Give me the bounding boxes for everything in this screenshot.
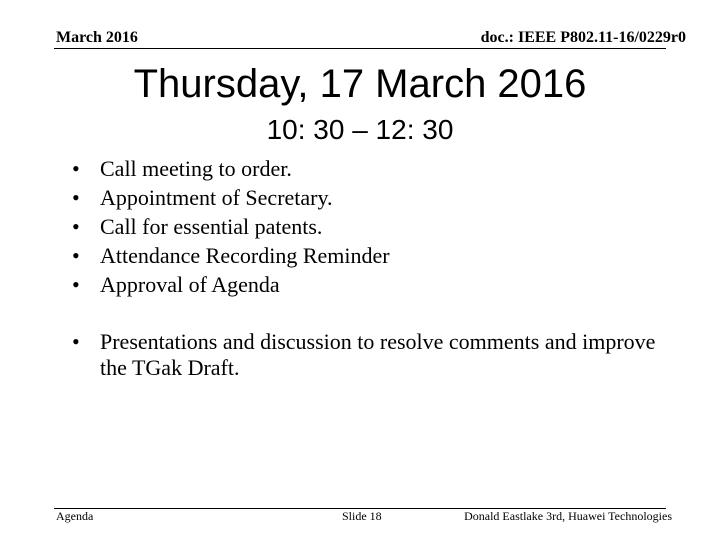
agenda-item-text: Call meeting to order. xyxy=(100,156,292,181)
agenda-item-text: Presentations and discussion to resolve comments and improve the TGak Draft. xyxy=(100,329,656,380)
header-divider xyxy=(54,48,666,49)
agenda-item-text: Appointment of Secretary. xyxy=(100,185,333,210)
agenda-item-text: Approval of Agenda xyxy=(100,272,280,297)
agenda-list-secondary xyxy=(72,329,672,381)
agenda-list xyxy=(72,154,672,299)
bullet-icon: • xyxy=(72,329,80,354)
agenda-item xyxy=(72,212,672,241)
footer-author: Donald Eastlake 3rd, Huawei Technologies xyxy=(464,509,672,523)
agenda-item xyxy=(72,329,672,381)
slide-number: Slide 18 xyxy=(342,509,382,523)
agenda-item xyxy=(72,183,672,212)
agenda-item-text: Call for essential patents. xyxy=(100,214,323,239)
bullet-icon: • xyxy=(72,272,80,297)
footer-label: Agenda xyxy=(56,509,94,523)
header-doc-id: doc.: IEEE P802.11-16/0229r0 xyxy=(480,29,686,46)
agenda-item-text: Attendance Recording Reminder xyxy=(100,243,390,268)
header-date: March 2016 xyxy=(56,29,138,46)
bullet-icon: • xyxy=(72,156,80,181)
bullet-icon: • xyxy=(72,243,80,268)
bullet-icon: • xyxy=(72,185,80,210)
bullet-icon: • xyxy=(72,214,80,239)
slide-title: Thursday, 17 March 2016 xyxy=(133,62,587,106)
agenda-item xyxy=(72,270,672,299)
agenda-item xyxy=(72,241,672,270)
agenda-item xyxy=(72,154,672,183)
slide-subtitle: 10: 30 – 12: 30 xyxy=(266,114,454,145)
